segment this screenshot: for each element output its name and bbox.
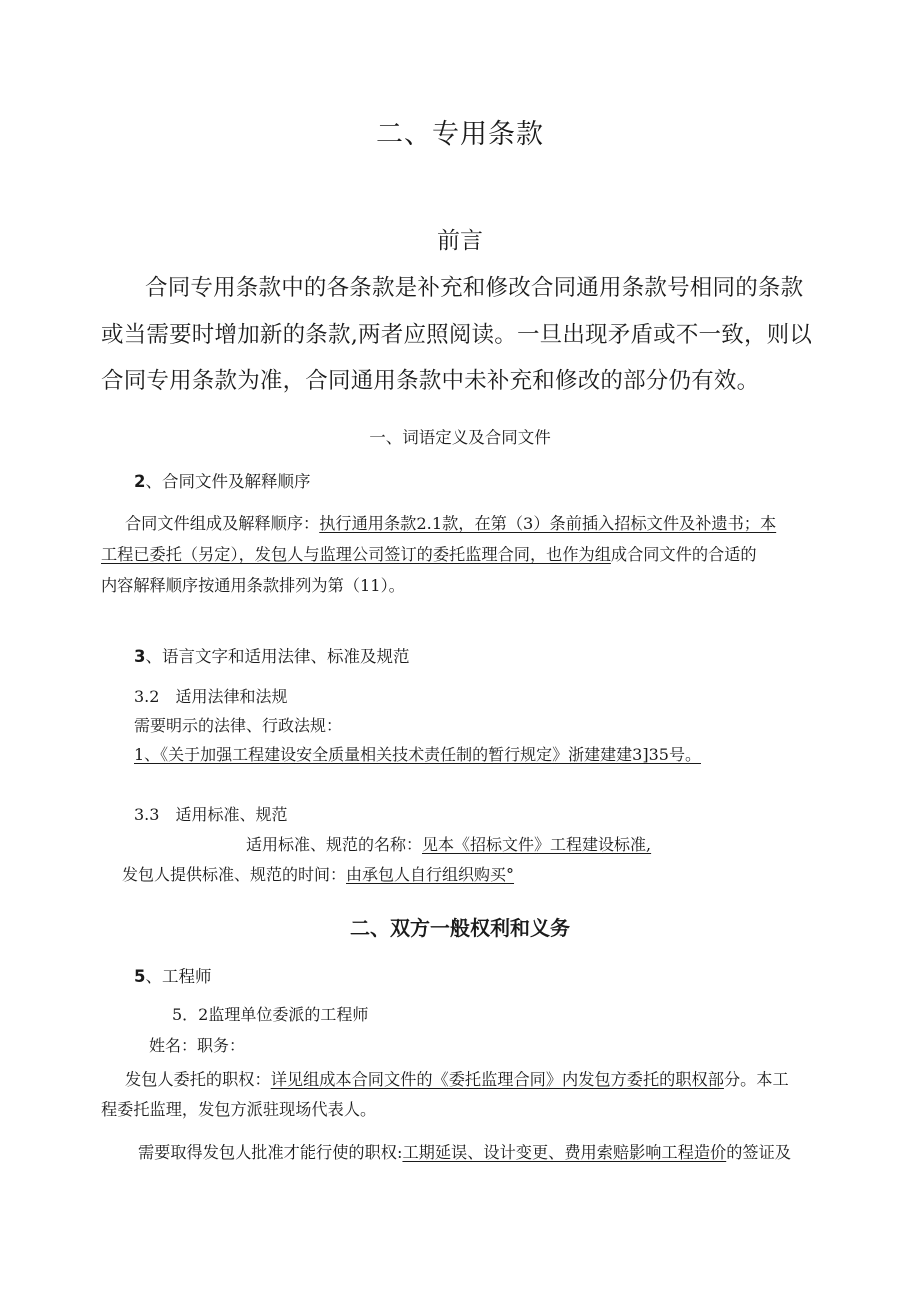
name-duty: 姓名：职务： xyxy=(149,1036,246,1055)
sub-5-2: 5．2监理单位委派的工程师 xyxy=(172,1005,369,1024)
item2-line-1 xyxy=(125,510,776,534)
item2-number: 2 xyxy=(134,472,146,491)
item3-heading xyxy=(134,643,409,667)
item5-heading xyxy=(134,963,211,987)
sub-3-2: 3.2 适用法律和法规 xyxy=(134,687,288,706)
std-time-line xyxy=(122,862,514,885)
item3-title: 、语言文字和适用法律、标准及规范 xyxy=(145,647,410,666)
item5-number: 5 xyxy=(134,967,146,986)
std-name-line xyxy=(246,832,651,855)
document-title: 二、专用条款 xyxy=(376,119,544,150)
approval-label: 需要取得发包人批准才能行使的职权: xyxy=(138,1143,403,1162)
item2-l1-underlined: 执行通用条款2.1款，在第（3）条前插入招标文件及补遗书；本 xyxy=(319,514,777,533)
std-name-label: 适用标准、规范的名称： xyxy=(246,835,423,854)
item2-l1-prefix: 合同文件组成及解释顺序： xyxy=(125,514,320,533)
section2-heading: 二、双方一般权利和义务 xyxy=(350,916,570,940)
authority-suffix: 分。本工 xyxy=(723,1070,789,1089)
item3-number: 3 xyxy=(134,647,146,666)
item2-l2-suffix: 成合同文件的合适的 xyxy=(610,545,757,564)
preface-line-1: 合同专用条款中的各条款是补充和修改合同通用条款号相同的条款 xyxy=(145,275,804,301)
item2-heading xyxy=(134,468,310,492)
law-item-1: 1、《关于加强工程建设安全质量相关技术责任制的暂行规定》浙建建建3]35号。 xyxy=(134,745,701,764)
item2-l2-underlined: 工程已委托（另定），发包人与监理公司签订的委托监理合同，也作为组 xyxy=(101,545,611,564)
std-name-value: 见本《招标文件》工程建设标准, xyxy=(422,835,652,854)
authority-underlined: 详见组成本合同文件的《委托监理合同》内发包方委托的职权部 xyxy=(270,1070,724,1089)
sub-3-3: 3.3 适用标准、规范 xyxy=(134,805,288,824)
approval-suffix: 的签证及 xyxy=(726,1143,791,1162)
item2-line-3: 内容解释顺序按通用条款排列为第（11）。 xyxy=(101,576,405,595)
item5-title: 、工程师 xyxy=(145,967,212,986)
approval-underlined: 工期延误、设计变更、费用索赔影响工程造价 xyxy=(402,1143,727,1162)
authority-label: 发包人委托的职权： xyxy=(125,1070,271,1089)
item2-line-2 xyxy=(101,541,757,565)
authority-line-2: 程委托监理，发包方派驻现场代表人。 xyxy=(101,1100,377,1119)
preface-heading: 前言 xyxy=(437,228,483,254)
authority-line-1 xyxy=(125,1066,789,1090)
laws-label: 需要明示的法律、行政法规： xyxy=(134,716,343,735)
section1-heading: 一、词语定义及合同文件 xyxy=(369,428,551,447)
item2-title: 、合同文件及解释顺序 xyxy=(145,472,311,491)
preface-line-2: 或当需要时增加新的条款,两者应照阅读。一旦出现矛盾或不一致，则以 xyxy=(101,322,813,348)
std-time-label: 发包人提供标准、规范的时间： xyxy=(122,865,347,884)
preface-line-3: 合同专用条款为准，合同通用条款中未补充和修改的部分仍有效。 xyxy=(101,368,760,394)
approval-line xyxy=(138,1139,791,1163)
std-time-value: 由承包人自行组织购买° xyxy=(346,865,515,884)
